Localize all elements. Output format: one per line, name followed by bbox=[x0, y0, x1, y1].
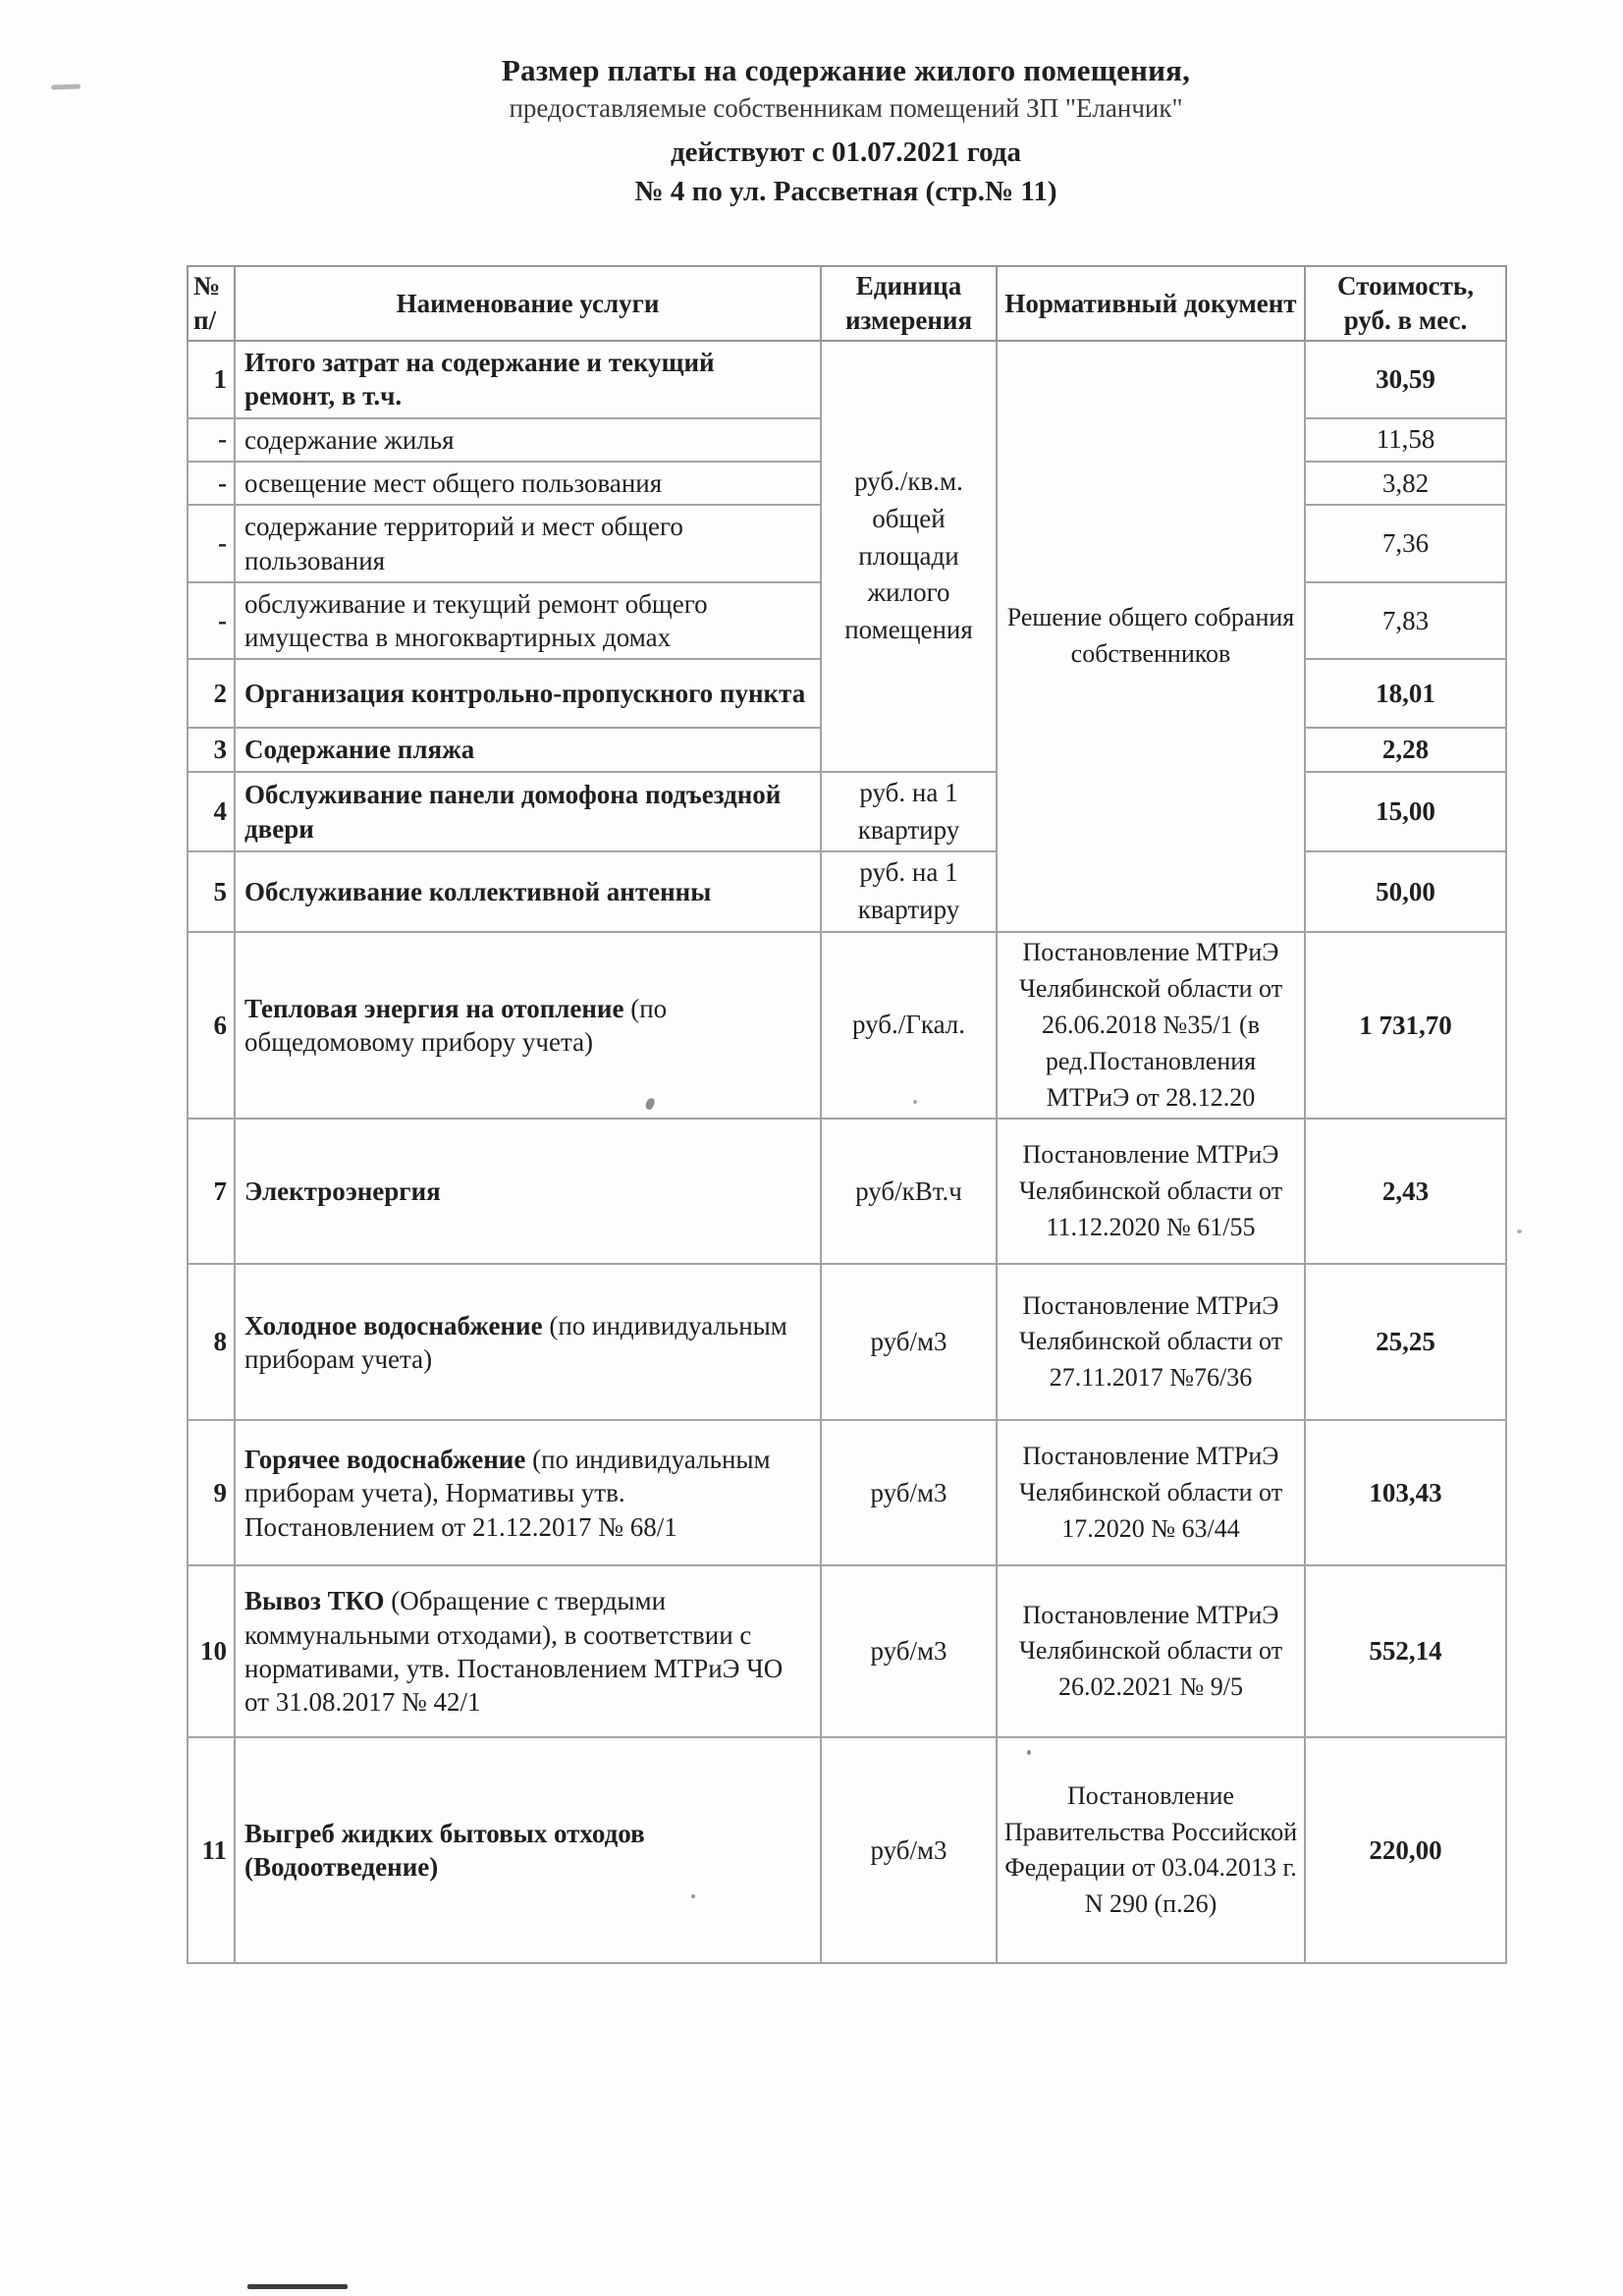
cell-cost: 50,00 bbox=[1305, 851, 1506, 932]
cell-service-name: Обслуживание панели домофона подъездной двери bbox=[235, 772, 821, 852]
scan-artifact bbox=[1027, 1750, 1031, 1755]
cell-cost: 25,25 bbox=[1305, 1264, 1506, 1420]
cell-num: 3 bbox=[188, 728, 235, 771]
cell-doc: Постановление МТРиЭ Челябинской области от 26.02.2021 № 9/5 bbox=[997, 1565, 1305, 1737]
cell-service-name: Организация контрольно-пропускного пункта bbox=[235, 659, 821, 728]
cell-service-name: Выгреб жидких бытовых отходов (Водоотведение) bbox=[235, 1737, 821, 1963]
table-header-row bbox=[188, 266, 1506, 341]
cell-doc: Постановление МТРиЭ Челябинской области от 27.11.2017 №76/36 bbox=[997, 1264, 1305, 1420]
scan-artifact bbox=[51, 83, 81, 89]
cell-service-name: освещение мест общего пользования bbox=[235, 462, 821, 505]
scan-artifact bbox=[913, 1100, 917, 1104]
table-row bbox=[188, 851, 1506, 932]
cell-cost: 2,43 bbox=[1305, 1119, 1506, 1264]
cell-cost: 18,01 bbox=[1305, 659, 1506, 728]
cell-doc-meeting: Решение общего собрания собственников bbox=[997, 341, 1305, 932]
document-title-block bbox=[187, 53, 1505, 208]
table-row bbox=[188, 1737, 1506, 1963]
cell-service-name: обслуживание и текущий ремонт общего имущества в многоквартирных домах bbox=[235, 582, 821, 660]
table-row bbox=[188, 1264, 1506, 1420]
tariff-table bbox=[187, 265, 1507, 1964]
cell-unit: руб/м3 bbox=[821, 1420, 997, 1565]
table-row bbox=[188, 932, 1506, 1120]
cell-doc: Постановление МТРиЭ Челябинской области от 26.06.2018 №35/1 (в ред.Постановления МТРиЭ от 28.12.20 bbox=[997, 932, 1305, 1120]
cell-unit: руб. на 1 квартиру bbox=[821, 851, 997, 932]
table-row bbox=[188, 772, 1506, 852]
cell-service-name: Содержание пляжа bbox=[235, 728, 821, 771]
scan-artifact bbox=[247, 2284, 348, 2289]
table-row bbox=[188, 1565, 1506, 1737]
cell-cost: 7,36 bbox=[1305, 505, 1506, 582]
col-header-service: Наименование услуги bbox=[235, 266, 821, 341]
cell-service-name: содержание жилья bbox=[235, 418, 821, 462]
title-line-1: Размер платы на содержание жилого помещения, bbox=[501, 53, 1191, 87]
table-row bbox=[188, 1119, 1506, 1264]
cell-unit-sqm: руб./кв.м. общей площади жилого помещения bbox=[821, 341, 997, 772]
cell-service-name: Итого затрат на содержание и текущий ремонт, в т.ч. bbox=[235, 341, 821, 418]
cell-cost: 7,83 bbox=[1305, 582, 1506, 660]
cell-cost: 15,00 bbox=[1305, 772, 1506, 852]
cell-service-name: Обслуживание коллективной антенны bbox=[235, 851, 821, 932]
cell-num: 8 bbox=[188, 1264, 235, 1420]
cell-service-name: Электроэнергия bbox=[235, 1119, 821, 1264]
cell-cost: 3,82 bbox=[1305, 462, 1506, 505]
cell-num: - bbox=[188, 462, 235, 505]
cell-service-name: Вывоз ТКО (Обращение с твердыми коммунальными отходами), в соответствии с нормативами, утв. Постановлением МТРиЭ ЧО от 31.08.2017 № 42/1 bbox=[235, 1565, 821, 1737]
cell-doc: Постановление Правительства Российской Федерации от 03.04.2013 г. N 290 (п.26) bbox=[997, 1737, 1305, 1963]
cell-num: 9 bbox=[188, 1420, 235, 1565]
cell-unit: руб/м3 bbox=[821, 1264, 997, 1420]
cell-cost: 11,58 bbox=[1305, 418, 1506, 462]
col-header-cost: Стоимость, руб. в мес. bbox=[1305, 266, 1506, 341]
cell-num: 7 bbox=[188, 1119, 235, 1264]
cell-cost: 2,28 bbox=[1305, 728, 1506, 771]
cell-service-name: Горячее водоснабжение (по индивидуальным приборам учета), Нормативы утв. Постановлением от 21.12.2017 № 68/1 bbox=[235, 1420, 821, 1565]
scan-artifact bbox=[691, 1894, 695, 1898]
cell-num: 10 bbox=[188, 1565, 235, 1737]
col-header-unit: Единица измерения bbox=[821, 266, 997, 341]
cell-unit: руб. на 1 квартиру bbox=[821, 772, 997, 852]
cell-num: 2 bbox=[188, 659, 235, 728]
col-header-num: № п/ bbox=[188, 266, 235, 341]
cell-doc: Постановление МТРиЭ Челябинской области от 11.12.2020 № 61/55 bbox=[997, 1119, 1305, 1264]
cell-unit: руб/кВт.ч bbox=[821, 1119, 997, 1264]
cell-num: - bbox=[188, 505, 235, 582]
col-header-doc: Нормативный документ bbox=[997, 266, 1305, 341]
cell-cost: 30,59 bbox=[1305, 341, 1506, 418]
cell-service-name: Тепловая энергия на отопление (по общедомовому прибору учета) bbox=[235, 932, 821, 1120]
table-row bbox=[188, 341, 1506, 418]
cell-unit: руб./Гкал. bbox=[821, 932, 997, 1120]
cell-service-name: Холодное водоснабжение (по индивидуальным приборам учета) bbox=[235, 1264, 821, 1420]
cell-cost: 552,14 bbox=[1305, 1565, 1506, 1737]
cell-num: 1 bbox=[188, 341, 235, 418]
cell-num: 11 bbox=[188, 1737, 235, 1963]
cell-num: 5 bbox=[188, 851, 235, 932]
cell-cost: 103,43 bbox=[1305, 1420, 1506, 1565]
cell-cost: 1 731,70 bbox=[1305, 932, 1506, 1120]
cell-service-name: содержание территорий и мест общего пользования bbox=[235, 505, 821, 582]
cell-doc: Постановление МТРиЭ Челябинской области от 17.2020 № 63/44 bbox=[997, 1420, 1305, 1565]
title-line-2: предоставляемые собственникам помещений ЗП "Еланчик" bbox=[509, 93, 1183, 123]
title-line-4: № 4 по ул. Рассветная (стр.№ 11) bbox=[634, 176, 1057, 207]
scan-artifact bbox=[1517, 1230, 1522, 1233]
cell-cost: 220,00 bbox=[1305, 1737, 1506, 1963]
cell-num: 4 bbox=[188, 772, 235, 852]
cell-num: - bbox=[188, 582, 235, 660]
table-row bbox=[188, 1420, 1506, 1565]
title-line-3: действуют с 01.07.2021 года bbox=[671, 137, 1021, 168]
cell-unit: руб/м3 bbox=[821, 1737, 997, 1963]
cell-num: - bbox=[188, 418, 235, 462]
cell-num: 6 bbox=[188, 932, 235, 1120]
cell-unit: руб/м3 bbox=[821, 1565, 997, 1737]
